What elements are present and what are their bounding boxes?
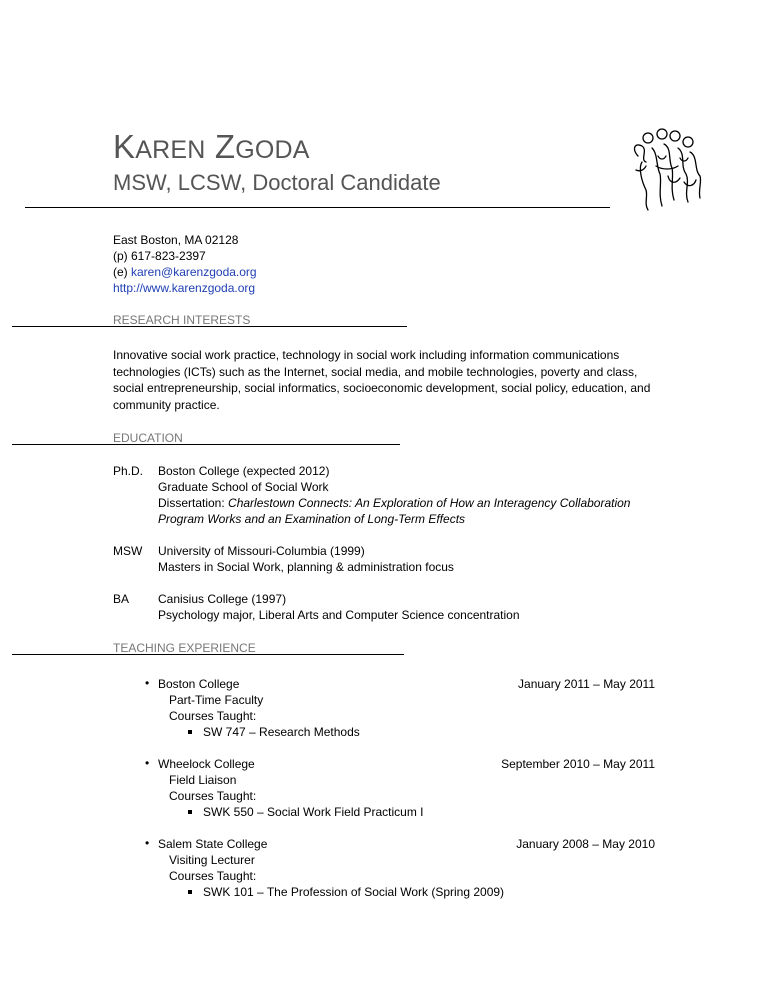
school-line: Boston College (expected 2012) [158,464,330,478]
school-line: University of Missouri-Columbia (1999) [158,544,365,558]
education-heading: EDUCATION [113,431,183,445]
bullet-icon: • [145,676,150,690]
education-entry-msw [0,543,768,579]
courses-label: Courses Taught: [169,789,257,803]
program-line: Masters in Social Work, planning & administration focus [158,560,454,574]
dissertation-label: Dissertation: [158,496,229,510]
courses-label: Courses Taught: [169,869,257,883]
course-item: SWK 101 – The Profession of Social Work (Spring 2009) [203,885,505,899]
contact-website-line [113,280,257,296]
job-institution: Boston College [158,677,240,691]
teaching-heading: TEACHING EXPERIENCE [113,641,256,655]
program-line: Psychology major, Liberal Arts and Computer Science concentration [158,608,520,622]
name-last-rest: GODA [235,136,310,164]
contact-address: East Boston, MA 02128 [113,233,239,247]
degree-label: MSW [113,544,143,558]
research-text: Innovative social work practice, technology in social work including information communications technologies (ICTs) such as the Internet, social media, and mobile technologies, poverty and class, social entrepreneurship, social informatics, socioeconomic development, social policy, education, and community practice. [113,348,651,412]
job-role: Visiting Lecturer [169,853,255,867]
job-institution: Salem State College [158,837,268,851]
dissertation-line [158,495,678,527]
contact-email-line [113,264,257,280]
bullet-icon: • [145,836,150,850]
job-institution: Wheelock College [158,757,255,771]
job-role: Part-Time Faculty [169,693,264,707]
square-bullet-icon [188,890,192,894]
research-heading: RESEARCH INTERESTS [113,313,251,327]
square-bullet-icon [188,810,192,814]
education-rule [12,444,400,445]
name-last-initial: Z [214,128,236,165]
stick-figure-family-drawing-icon [628,126,708,212]
job-role: Field Liaison [169,773,237,787]
job-dates: September 2010 – May 2011 [501,757,655,771]
square-bullet-icon [188,730,192,734]
email-prefix: (e) [113,265,131,279]
teaching-rule [12,654,404,655]
course-item: SWK 550 – Social Work Field Practicum I [203,805,424,819]
courses-label: Courses Taught: [169,709,257,723]
website-link[interactable]: http://www.karenzgoda.org [113,281,256,295]
resume-name [113,128,310,166]
research-rule [12,326,407,327]
course-item: SW 747 – Research Methods [203,725,360,739]
email-link[interactable]: karen@karenzgoda.org [131,265,257,279]
degree-label: BA [113,592,130,606]
degree-label: Ph.D. [113,464,144,478]
contact-phone: (p) 617-823-2397 [113,249,206,263]
name-first-rest: AREN [135,136,206,164]
header-rule [25,207,610,208]
bullet-icon: • [145,756,150,770]
name-first-initial: K [113,128,136,165]
education-entry-phd [0,463,768,533]
program-line: Graduate School of Social Work [158,480,329,494]
education-entry-ba [0,591,768,627]
contact-block [113,232,257,296]
job-dates: January 2008 – May 2010 [516,837,655,851]
dissertation-title: Charlestown Connects: An Exploration of How an Interagency Collaboration Program Works and an Examination of Long-Term Effects [158,496,631,526]
school-line: Canisius College (1997) [158,592,287,606]
credentials: MSW, LCSW, Doctoral Candidate [113,170,441,195]
job-dates: January 2011 – May 2011 [518,677,655,691]
